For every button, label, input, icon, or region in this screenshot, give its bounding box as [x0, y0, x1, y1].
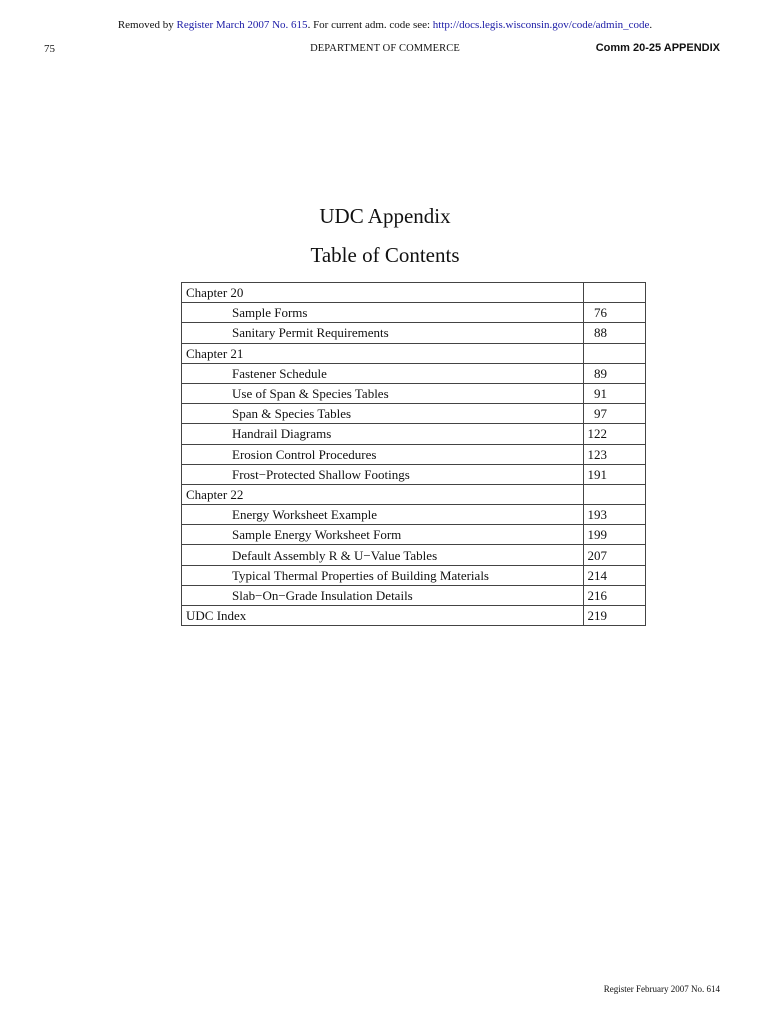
toc-page-number — [583, 484, 646, 504]
toc-page-number: 76 — [583, 303, 646, 323]
toc-page-number: 122 — [583, 424, 646, 444]
page-title: UDC Appendix — [319, 204, 451, 228]
toc-chapter-label: Chapter 20 — [182, 283, 584, 303]
page-number: 75 — [44, 43, 55, 55]
toc-entry-label: Erosion Control Procedures — [182, 444, 584, 464]
page-subtitle: Table of Contents — [310, 243, 460, 267]
toc-page-number — [583, 283, 646, 303]
toc-row — [182, 303, 646, 323]
toc-body — [182, 283, 646, 626]
running-head: DEPARTMENT OF COMMERCE — [310, 43, 460, 54]
toc-chapter-label: Chapter 21 — [182, 343, 584, 363]
removed-notice — [0, 18, 770, 32]
toc-entry-label: Typical Thermal Properties of Building Materials — [182, 565, 584, 585]
removed-notice-middle: . For current adm. code see: — [307, 19, 433, 31]
toc-row — [182, 565, 646, 585]
toc-page-number: 207 — [583, 545, 646, 565]
footer-register: Register February 2007 No. 614 — [603, 984, 720, 994]
removed-notice-prefix: Removed by — [117, 19, 177, 31]
toc-chapter-label: UDC Index — [182, 606, 584, 626]
section-code: Comm 20-25 APPENDIX — [595, 42, 720, 54]
toc-row — [182, 545, 646, 565]
toc-row — [182, 343, 646, 363]
toc-entry-label: Handrail Diagrams — [182, 424, 584, 444]
toc-entry-label: Sample Forms — [182, 303, 584, 323]
toc-entry-label: Span & Species Tables — [182, 404, 584, 424]
toc-page-number: 89 — [583, 363, 646, 383]
toc-row — [182, 404, 646, 424]
toc-page-number: 214 — [583, 565, 646, 585]
toc-page-number: 97 — [583, 404, 646, 424]
toc-row — [182, 283, 646, 303]
toc-table — [181, 282, 646, 626]
toc-entry-label: Use of Span & Species Tables — [182, 383, 584, 403]
toc-page-number — [583, 343, 646, 363]
toc-page-number: 191 — [583, 464, 646, 484]
toc-entry-label: Sample Energy Worksheet Form — [182, 525, 584, 545]
register-link[interactable]: Register March 2007 No. 615 — [176, 19, 308, 31]
toc-row — [182, 383, 646, 403]
toc-entry-label: Energy Worksheet Example — [182, 505, 584, 525]
toc-page-number: 91 — [583, 383, 646, 403]
toc-entry-label: Sanitary Permit Requirements — [182, 323, 584, 343]
toc-chapter-label: Chapter 22 — [182, 484, 584, 504]
toc-row — [182, 484, 646, 504]
toc-page-number: 193 — [583, 505, 646, 525]
removed-notice-suffix: . — [649, 19, 653, 31]
toc-page-number: 216 — [583, 585, 646, 605]
toc-row — [182, 424, 646, 444]
toc-entry-label: Slab−On−Grade Insulation Details — [182, 585, 584, 605]
toc-page-number: 123 — [583, 444, 646, 464]
toc-entry-label: Frost−Protected Shallow Footings — [182, 464, 584, 484]
toc-row — [182, 606, 646, 626]
toc-page-number: 88 — [583, 323, 646, 343]
toc-row — [182, 525, 646, 545]
toc-row — [182, 585, 646, 605]
toc-row — [182, 505, 646, 525]
toc-page-number: 219 — [583, 606, 646, 626]
toc-page-number: 199 — [583, 525, 646, 545]
toc-row — [182, 323, 646, 343]
toc-row — [182, 464, 646, 484]
admin-code-link[interactable]: http://docs.legis.wisconsin.gov/code/admin_code — [432, 19, 650, 31]
toc-entry-label: Default Assembly R & U−Value Tables — [182, 545, 584, 565]
toc-entry-label: Fastener Schedule — [182, 363, 584, 383]
toc-row — [182, 363, 646, 383]
toc-row — [182, 444, 646, 464]
